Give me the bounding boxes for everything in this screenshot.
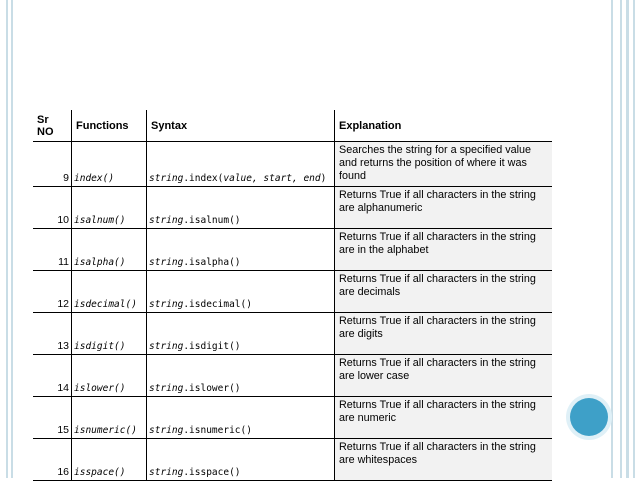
- table-row: [33, 313, 552, 355]
- cell-function: islower(): [72, 355, 147, 397]
- syntax-object: string: [149, 383, 184, 394]
- cell-explanation: Returns True if all characters in the string are in the alphabet: [335, 229, 553, 271]
- cell-explanation: Returns True if all characters in the string are digits: [335, 313, 553, 355]
- frame-line-right-1: [611, 0, 613, 478]
- table-row: [33, 439, 552, 481]
- header-syntax: Syntax: [147, 110, 335, 142]
- syntax-method: .isdigit(): [183, 341, 241, 352]
- cell-sr-no: 12: [33, 271, 72, 313]
- frame-line-left-outer: [6, 0, 8, 478]
- cell-function: isalpha(): [72, 229, 147, 271]
- cell-function: isalnum(): [72, 187, 147, 229]
- cell-explanation: Returns True if all characters in the string are alphanumeric: [335, 187, 553, 229]
- syntax-object: string: [149, 299, 184, 310]
- table-row: [33, 142, 552, 187]
- syntax-method: .isalnum(): [183, 215, 241, 226]
- table-header-row: [33, 110, 552, 142]
- syntax-object: string: [149, 257, 184, 268]
- cell-syntax: [147, 271, 335, 313]
- syntax-method: .isalpha(): [183, 257, 241, 268]
- table-row: [33, 271, 552, 313]
- frame-line-right-2: [620, 0, 622, 478]
- syntax-method: .isdecimal(): [183, 299, 252, 310]
- cell-syntax: [147, 355, 335, 397]
- cell-function: isdigit(): [72, 313, 147, 355]
- cell-syntax: [147, 142, 335, 187]
- syntax-method: .islower(): [183, 383, 241, 394]
- cell-explanation: Searches the string for a specified value and returns the position of where it was found: [335, 142, 553, 187]
- syntax-object: string: [149, 467, 184, 478]
- syntax-args: value, start, end: [223, 173, 321, 184]
- table-row: [33, 187, 552, 229]
- cell-syntax: [147, 313, 335, 355]
- cell-explanation: Returns True if all characters in the string are numeric: [335, 397, 553, 439]
- cell-function: isspace(): [72, 439, 147, 481]
- header-sr-no: Sr NO: [33, 110, 72, 142]
- cell-syntax: [147, 229, 335, 271]
- frame-line-right-3: [626, 0, 629, 478]
- cell-sr-no: 9: [33, 142, 72, 187]
- header-functions: Functions: [72, 110, 147, 142]
- table-row: [33, 355, 552, 397]
- syntax-object: string: [149, 215, 184, 226]
- syntax-object: string: [149, 173, 184, 184]
- syntax-method: .isnumeric(): [183, 425, 252, 436]
- table-row: [33, 397, 552, 439]
- cell-explanation: Returns True if all characters in the string are decimals: [335, 271, 553, 313]
- cell-sr-no: 10: [33, 187, 72, 229]
- cell-sr-no: 16: [33, 439, 72, 481]
- decorative-circle: [570, 398, 608, 436]
- cell-syntax: [147, 187, 335, 229]
- cell-function: isdecimal(): [72, 271, 147, 313]
- cell-sr-no: 15: [33, 397, 72, 439]
- syntax-method: .index(: [183, 173, 224, 184]
- syntax-object: string: [149, 425, 184, 436]
- frame-line-right-4: [633, 0, 635, 478]
- table-row: [33, 229, 552, 271]
- syntax-object: string: [149, 341, 184, 352]
- cell-function: index(): [72, 142, 147, 187]
- header-explanation: Explanation: [335, 110, 553, 142]
- cell-sr-no: 13: [33, 313, 72, 355]
- cell-sr-no: 14: [33, 355, 72, 397]
- syntax-method: .isspace(): [183, 467, 241, 478]
- cell-explanation: Returns True if all characters in the string are lower case: [335, 355, 553, 397]
- string-functions-table: [33, 110, 552, 481]
- cell-explanation: Returns True if all characters in the string are whitespaces: [335, 439, 553, 481]
- cell-syntax: [147, 439, 335, 481]
- cell-syntax: [147, 397, 335, 439]
- frame-line-left-inner: [11, 0, 13, 478]
- syntax-close: ): [320, 173, 327, 184]
- cell-sr-no: 11: [33, 229, 72, 271]
- cell-function: isnumeric(): [72, 397, 147, 439]
